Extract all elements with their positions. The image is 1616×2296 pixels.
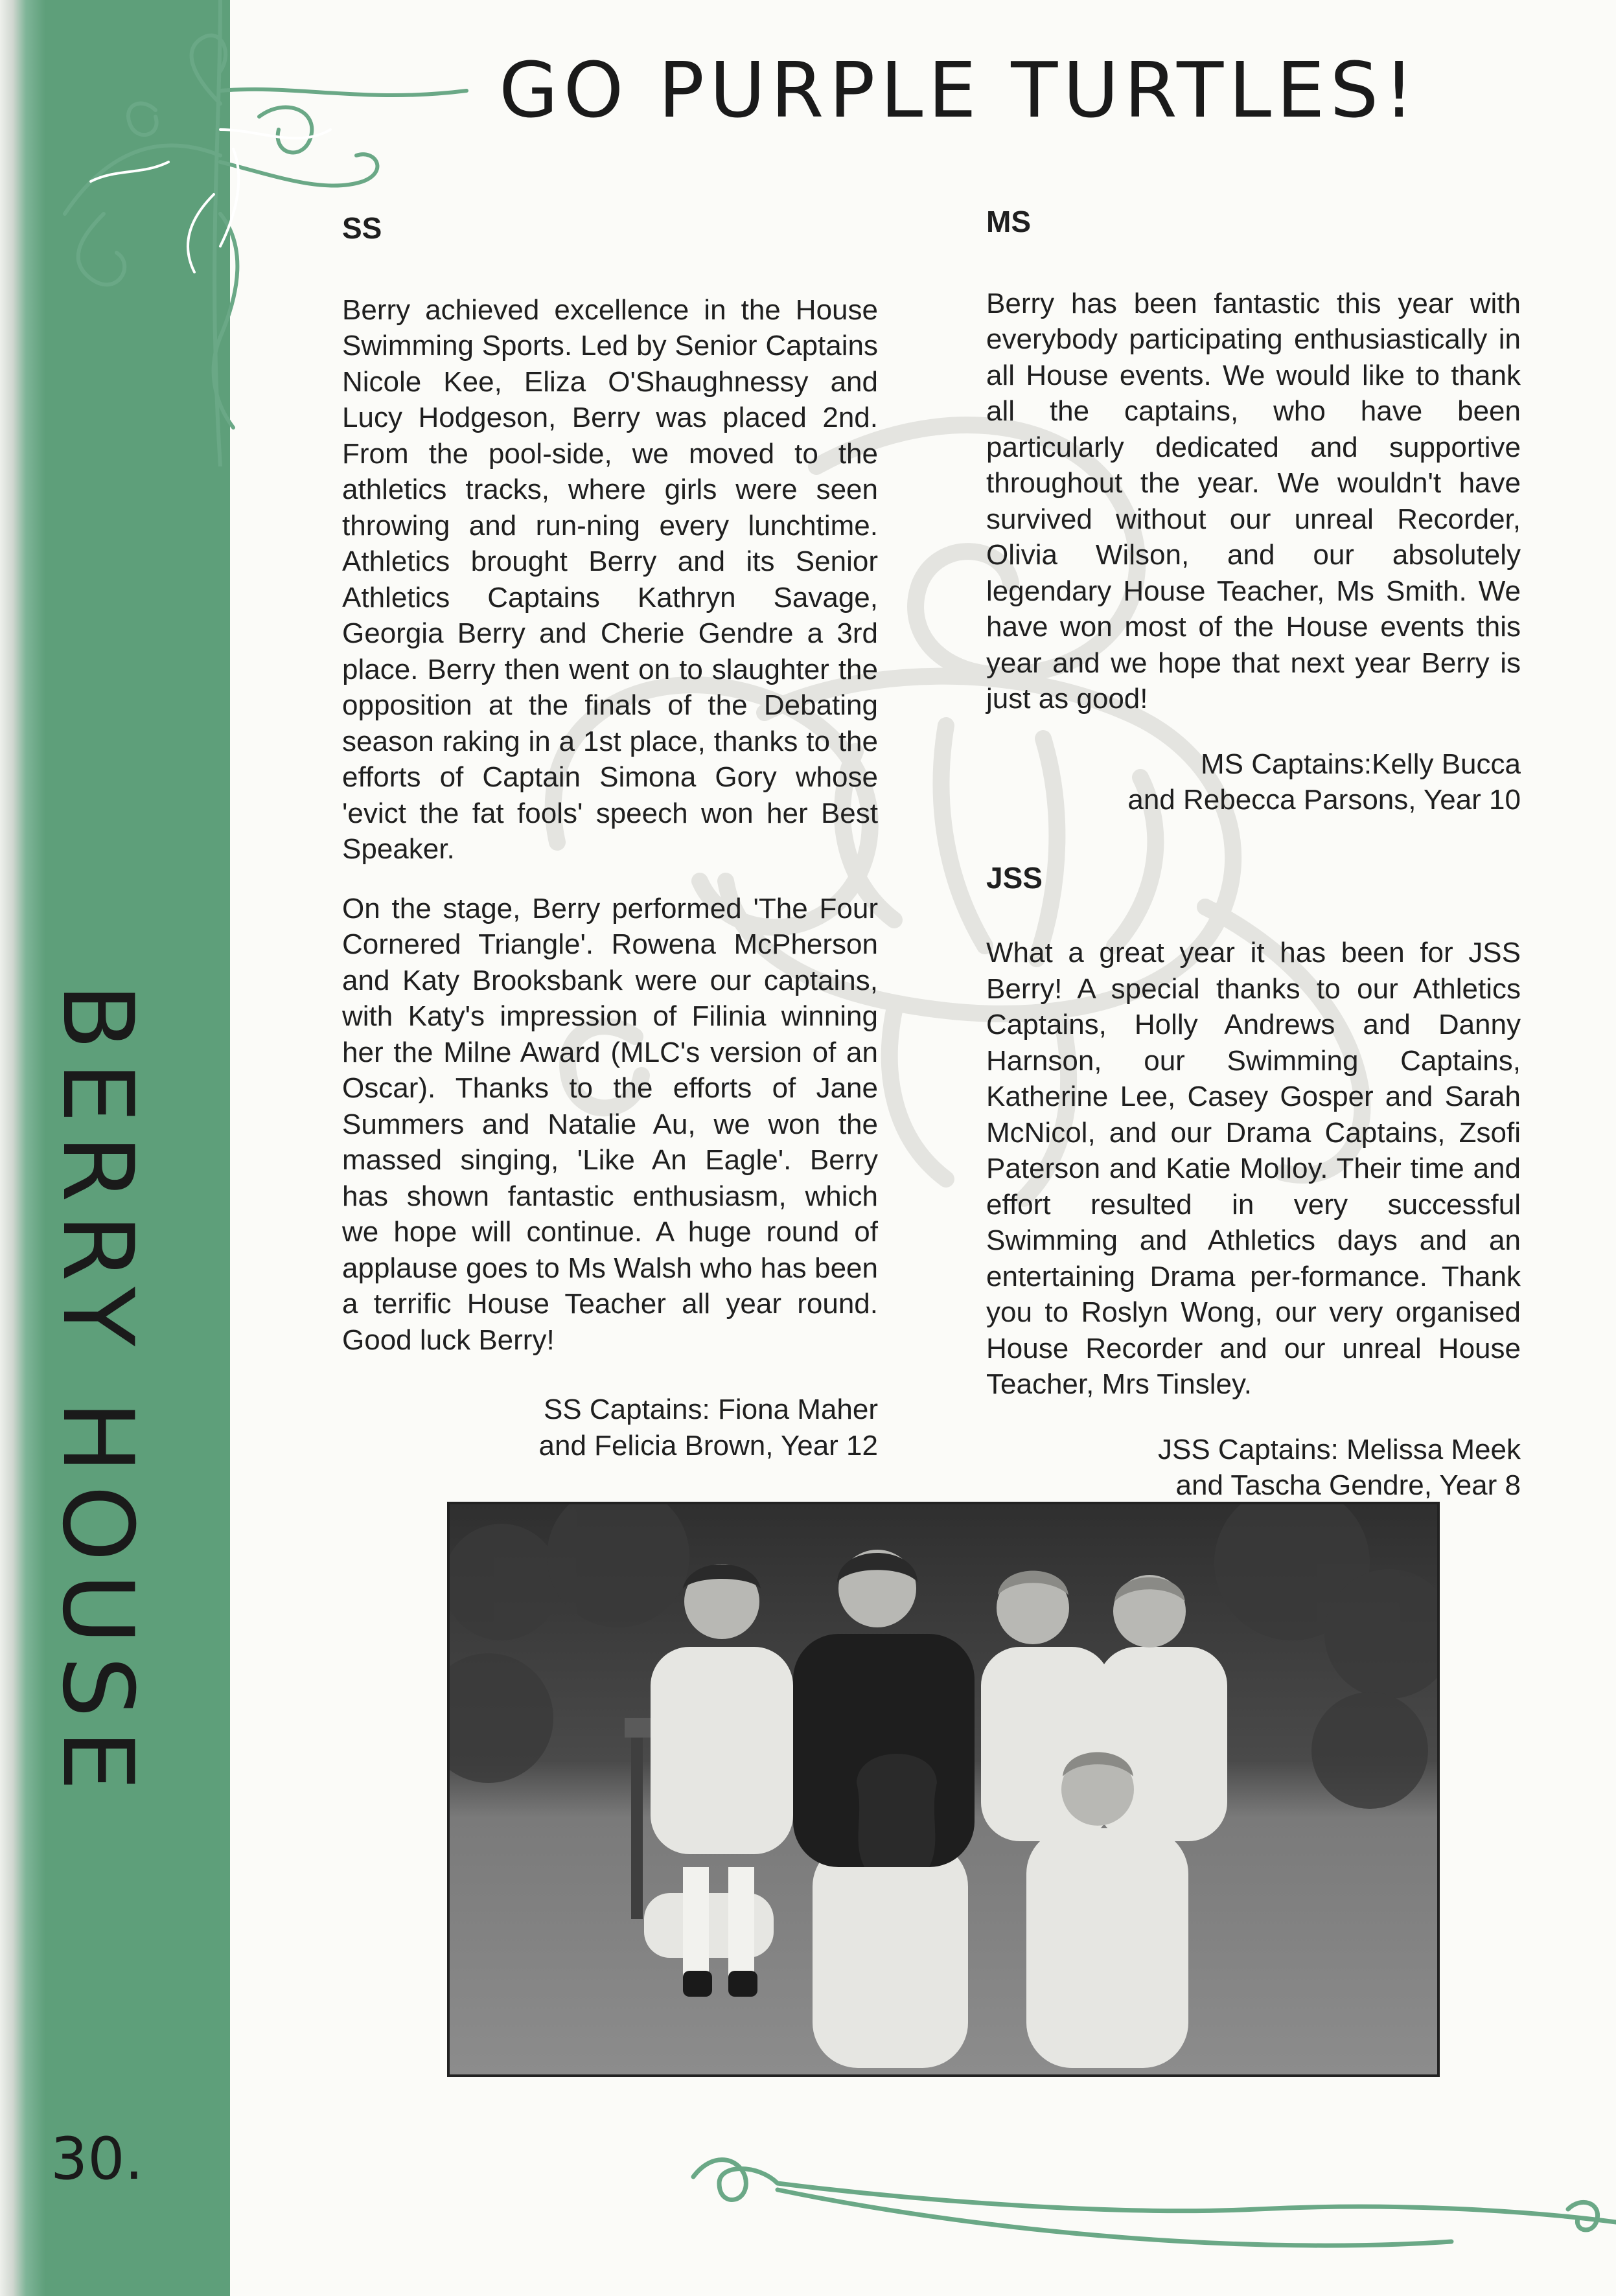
page-stack-edge — [0, 0, 45, 2296]
ms-captains-line: MS Captains:Kelly Bucca — [1201, 748, 1521, 780]
group-photo — [447, 1502, 1440, 2077]
group-photo-image — [450, 1504, 1437, 2074]
jss-captains-line: and Tascha Gendre, Year 8 — [1175, 1469, 1521, 1501]
jss-paragraph: What a great year it has been for JSS Berry! A special thanks to our Athletics Captains, Holly Andrews and Danny Harnson, our Swimming Captains, Katherine Lee, Casey Gosper and Sarah McNicol, and our Drama Captains, Zsofi Paterson and Katie Molloy. Their time and effort resulted in very successful Swimming and Athletics days and an entertaining Drama per-formance. Thank you to Roslyn Wong, our very organised House Recorder and our unreal House Teacher, Mrs Tinsley. — [986, 937, 1521, 1400]
bottom-swirl-ornament-icon — [674, 2138, 1616, 2267]
ms-heading: MS — [986, 205, 1031, 238]
page-number: 30. — [51, 2125, 144, 2193]
ss-paragraph: On the stage, Berry performed 'The Four Cornered Triangle'. Rowena McPherson and Katy Brooksbank were our captains, with Katy's impression of Filinia winning her the Milne Award (MLC's version of an Oscar). Thanks to the efforts of Jane Summers and Natalie Au, we won the massed singing, 'Like An Eagle'. Berry has shown fantastic enthusiasm, which we hope will continue. A huge round of applause goes to Ms Walsh who has been a terrific House Teacher all year round. Good luck Berry! — [342, 892, 878, 1356]
ss-captains-line: and Felicia Brown, Year 12 — [538, 1429, 878, 1462]
jss-captains-line: JSS Captains: Melissa Meek — [1158, 1433, 1521, 1465]
page-headline: GO PURPLE TURTLES! — [499, 45, 1420, 135]
ms-paragraph: Berry has been fantastic this year with everybody participating enthusiastically in all House events. We would like to thank all the captains, who have been particularly dedicated and supportive throughout the year. We wouldn't have survived without our unreal Recorder, Olivia Wilson, and our absolutely legendary House Teacher, Ms Smith. We have won most of the House events this year and we hope that next year Berry is just as good! — [986, 287, 1521, 715]
ss-heading: SS — [342, 211, 382, 245]
vertical-title-text: BERRY HOUSE — [41, 983, 154, 1803]
jss-heading: JSS — [986, 860, 1043, 895]
ss-captains-line: SS Captains: Fiona Maher — [543, 1394, 878, 1425]
ms-jss-section — [986, 204, 1521, 1504]
ms-captains-line: and Rebecca Parsons, Year 10 — [1127, 784, 1521, 816]
ss-section — [342, 211, 878, 1464]
ss-paragraph: Berry achieved excellence in the House Swimming Sports. Led by Senior Captains Nicole Kee, Eliza O'Shaughnessy and Lucy Hodgeson, Berry was placed 2nd. From the pool-side, we moved to the athletics tracks, where girls were seen throwing and run-ning every lunchtime. Athletics brought Berry and its Senior Athletics Captains Kathryn Savage, Georgia Berry and Cherie Gendre a 3rd place. Berry then went on to slaughter the opposition at the finals of the Debating season raking in a 1st place, thanks to the efforts of Captain Simona Gory whose 'evict the fat fools' speech won her Best Speaker. — [342, 293, 878, 865]
